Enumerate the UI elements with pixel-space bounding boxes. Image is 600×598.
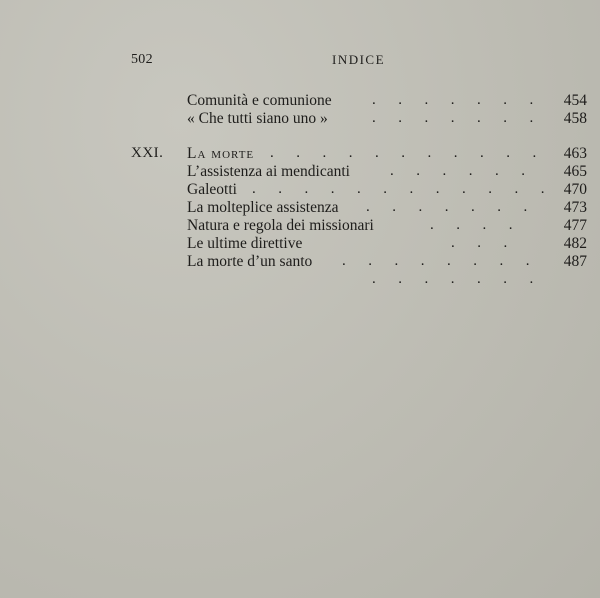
dot-leader: . . . . . . . bbox=[366, 199, 528, 215]
toc-entry bbox=[0, 181, 600, 199]
entry-page: 487 bbox=[563, 253, 587, 270]
toc-entry bbox=[0, 217, 600, 235]
entry-page: 454 bbox=[563, 92, 587, 109]
table-of-contents bbox=[0, 92, 600, 289]
dot-leader: . . . . . . . bbox=[372, 92, 534, 108]
entry-title: « Che tutti siano uno » bbox=[187, 110, 328, 127]
toc-entry bbox=[0, 163, 600, 181]
entry-title: Comunità e comunione bbox=[187, 92, 332, 109]
entry-page: 477 bbox=[563, 217, 587, 234]
entry-title: La molteplice assistenza bbox=[187, 199, 339, 216]
chapter-section bbox=[0, 145, 600, 289]
toc-entry bbox=[0, 235, 600, 253]
dot-leader: . . . . bbox=[430, 217, 513, 233]
entry-title: Galeotti bbox=[187, 181, 237, 198]
dot-leader: . . . . . . bbox=[390, 163, 525, 179]
entry-title: Natura e regola dei missionari bbox=[187, 217, 374, 234]
entry-title: La morte d’un santo bbox=[187, 253, 313, 270]
entry-title: L’assistenza ai mendicanti bbox=[187, 163, 350, 180]
chapter-title: La morte bbox=[187, 145, 255, 162]
entry-page: 458 bbox=[563, 110, 587, 127]
page-header bbox=[0, 52, 600, 72]
page-number: 502 bbox=[131, 52, 153, 67]
toc-entry bbox=[0, 92, 600, 110]
dot-leader: . . . . . . . bbox=[372, 271, 534, 287]
chapter-heading-row bbox=[0, 145, 600, 163]
toc-entry bbox=[0, 271, 600, 289]
entry-page: 473 bbox=[563, 199, 587, 216]
continued-section bbox=[0, 92, 600, 128]
entry-page: 470 bbox=[563, 181, 587, 198]
toc-entry bbox=[0, 110, 600, 128]
dot-leader: . . . . . . . bbox=[372, 110, 534, 126]
entry-page: 482 bbox=[563, 235, 587, 252]
chapter-page: 463 bbox=[563, 145, 587, 162]
chapter-number: XXI. bbox=[131, 145, 164, 161]
toc-entry bbox=[0, 199, 600, 217]
entry-page: 465 bbox=[563, 163, 587, 180]
dot-leader: . . . . . . . . . . . bbox=[270, 145, 537, 161]
running-head: INDICE bbox=[332, 52, 386, 67]
dot-leader: . . . bbox=[451, 235, 508, 251]
dot-leader: . . . . . . . . . . . . bbox=[252, 181, 545, 197]
dot-leader: . . . . . . . . bbox=[342, 253, 530, 269]
entry-title: Le ultime direttive bbox=[187, 235, 303, 252]
toc-entry bbox=[0, 253, 600, 271]
